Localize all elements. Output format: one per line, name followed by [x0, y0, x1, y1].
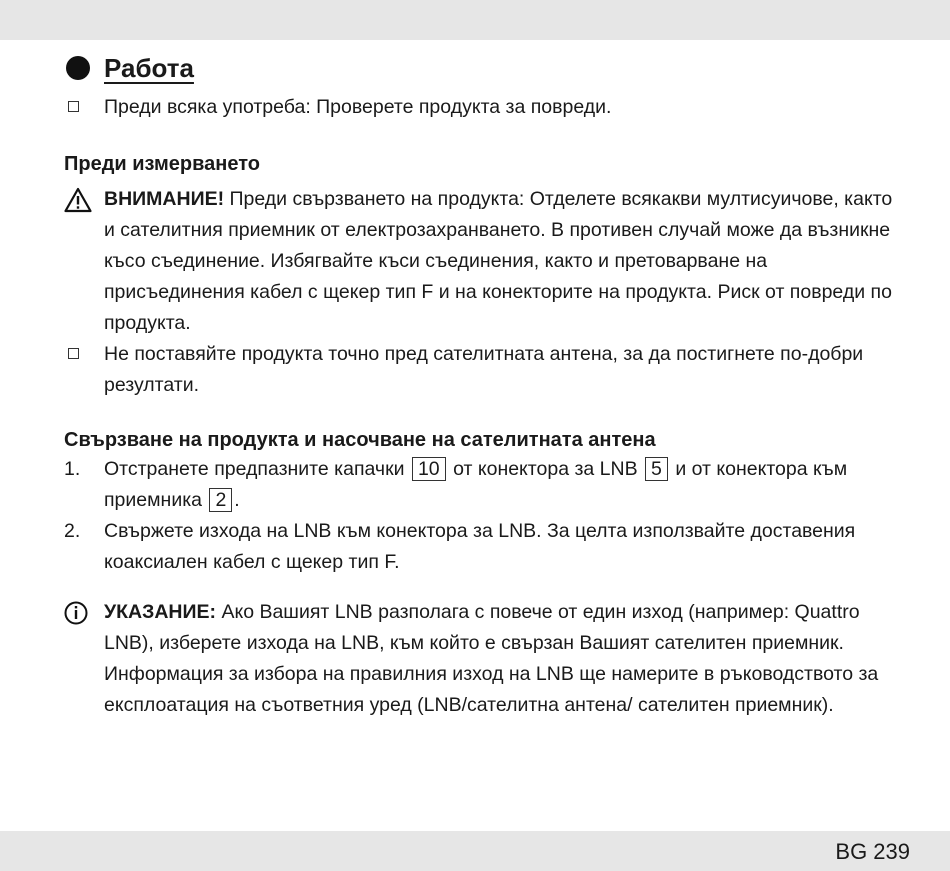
intro-item-text: Преди всяка употреба: Проверете продукта за повреди.: [104, 96, 612, 118]
note-block: [64, 597, 904, 721]
page-content: [64, 50, 904, 721]
before-measuring-heading: Преди измерването: [64, 153, 260, 175]
bullet-dot-icon: [66, 56, 90, 80]
step-1-text-end: .: [234, 489, 240, 511]
warning-text: Преди свързването на продукта: Отделете всякакви мултисуичове, както и сателитния приемник от електрозахранването. В противен случай може да възникне късо съединение. Избягвайте къси съединения, както и претоварване на присъединения кабел с щекер тип F и на конекторите на продукта. Риск от повреди по продукта.: [104, 188, 893, 334]
warning-block: [64, 184, 904, 339]
info-icon: [64, 600, 92, 626]
step-2-number: 2.: [64, 520, 81, 542]
step-1-text-a: Отстранете предпазните капачки: [104, 458, 405, 480]
step-1-text-b: от конектора за LNB: [453, 458, 638, 480]
placement-list-item: [64, 339, 904, 401]
step-1-number: 1.: [64, 458, 81, 480]
part-ref-2: 2: [209, 488, 232, 512]
top-band: [0, 0, 950, 40]
note-label: УКАЗАНИЕ:: [104, 601, 217, 623]
connecting-heading: Свързване на продукта и насочване на сателитната антена: [64, 429, 656, 451]
page-number: BG 239: [835, 839, 910, 864]
warning-triangle-icon: [64, 187, 92, 213]
part-ref-10: 10: [412, 457, 446, 481]
step-1: [64, 454, 904, 516]
placement-item-text: Не поставяйте продукта точно пред сателитната антена, за да постигнете по-добри резултати.: [104, 343, 864, 396]
section-title-text: Работа: [104, 52, 194, 83]
part-ref-5: 5: [645, 457, 668, 481]
section-title: [64, 50, 904, 86]
step-2-text: Свържете изхода на LNB към конектора за LNB. За целта използвайте доставения коаксиален кабел с щекер тип F.: [104, 520, 856, 573]
bottom-band: [0, 831, 950, 871]
step-2: [64, 516, 904, 578]
note-text: Ако Вашият LNB разполага с повече от един изход (например: Quattro LNB), изберете изхода на LNB, към който е свързан Вашият сателитен приемник. Информация за избора на правилния изход на LNB ще намерите в ръководството за експлоатация на съответния уред (LNB/сателитна антена/ сателитен приемник).: [104, 601, 879, 716]
checkbox-bullet-icon: [68, 348, 79, 359]
warning-label: ВНИМАНИЕ!: [104, 188, 225, 210]
step-1-text-c: и от конектора към приемника: [104, 458, 848, 511]
intro-list-item: [64, 92, 904, 123]
checkbox-bullet-icon: [68, 101, 79, 112]
